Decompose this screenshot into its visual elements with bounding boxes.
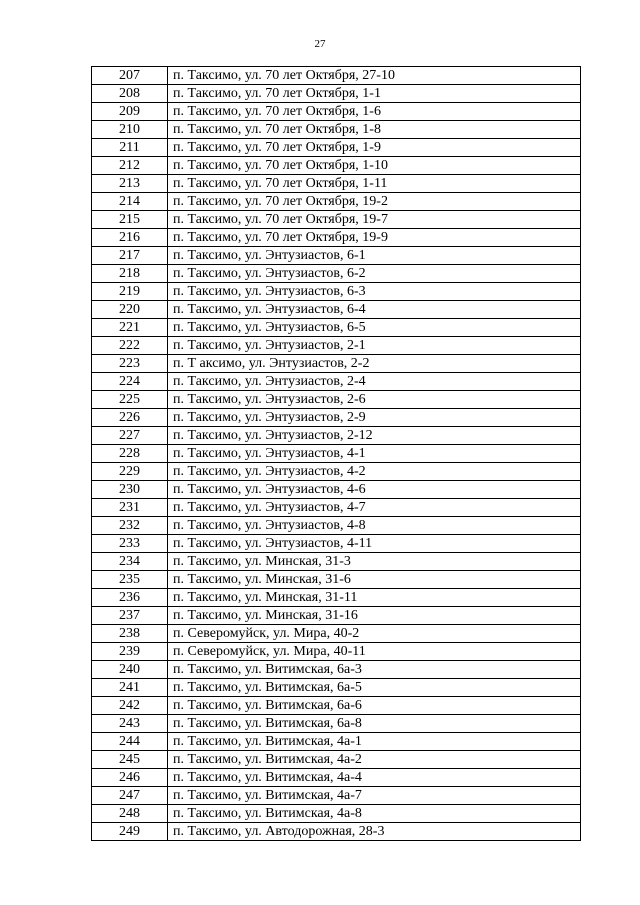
row-address: п. Таксимо, ул. Энтузиастов, 4-6 xyxy=(168,481,581,499)
row-number: 211 xyxy=(92,139,168,157)
table-row xyxy=(92,697,581,715)
table-row xyxy=(92,229,581,247)
row-number: 208 xyxy=(92,85,168,103)
table-row xyxy=(92,463,581,481)
row-number: 212 xyxy=(92,157,168,175)
row-number: 229 xyxy=(92,463,168,481)
table-body xyxy=(92,67,581,841)
row-address: п. Таксимо, ул. 70 лет Октября, 1-1 xyxy=(168,85,581,103)
row-address: п. Таксимо, ул. Энтузиастов, 2-4 xyxy=(168,373,581,391)
row-number: 222 xyxy=(92,337,168,355)
row-address: п. Таксимо, ул. Энтузиастов, 6-5 xyxy=(168,319,581,337)
table-row xyxy=(92,679,581,697)
row-address: п. Таксимо, ул. Минская, 31-3 xyxy=(168,553,581,571)
row-address: п. Таксимо, ул. Витимская, 4а-1 xyxy=(168,733,581,751)
table-row xyxy=(92,589,581,607)
table-row xyxy=(92,211,581,229)
table-row xyxy=(92,139,581,157)
row-number: 238 xyxy=(92,625,168,643)
table-row xyxy=(92,121,581,139)
row-address: п. Таксимо, ул. Энтузиастов, 6-3 xyxy=(168,283,581,301)
row-address: п. Т аксимо, ул. Энтузиастов, 2-2 xyxy=(168,355,581,373)
table-row xyxy=(92,481,581,499)
table-row xyxy=(92,625,581,643)
row-address: п. Таксимо, ул. 70 лет Октября, 19-2 xyxy=(168,193,581,211)
table-row xyxy=(92,175,581,193)
row-number: 240 xyxy=(92,661,168,679)
table-row xyxy=(92,517,581,535)
table-row xyxy=(92,85,581,103)
row-number: 236 xyxy=(92,589,168,607)
row-address: п. Таксимо, ул. 70 лет Октября, 27-10 xyxy=(168,67,581,85)
row-number: 249 xyxy=(92,823,168,841)
row-number: 217 xyxy=(92,247,168,265)
row-number: 223 xyxy=(92,355,168,373)
row-number: 241 xyxy=(92,679,168,697)
address-table xyxy=(91,66,581,841)
row-address: п. Таксимо, ул. Энтузиастов, 2-9 xyxy=(168,409,581,427)
row-number: 218 xyxy=(92,265,168,283)
row-address: п. Таксимо, ул. Минская, 31-6 xyxy=(168,571,581,589)
table-row xyxy=(92,733,581,751)
row-address: п. Таксимо, ул. 70 лет Октября, 1-11 xyxy=(168,175,581,193)
table-row xyxy=(92,751,581,769)
row-number: 239 xyxy=(92,643,168,661)
row-address: п. Таксимо, ул. Энтузиастов, 6-1 xyxy=(168,247,581,265)
row-number: 224 xyxy=(92,373,168,391)
row-address: п. Таксимо, ул. 70 лет Октября, 1-9 xyxy=(168,139,581,157)
row-address: п. Северомуйск, ул. Мира, 40-2 xyxy=(168,625,581,643)
row-address: п. Таксимо, ул. Витимская, 6а-3 xyxy=(168,661,581,679)
table-row xyxy=(92,301,581,319)
row-number: 209 xyxy=(92,103,168,121)
row-address: п. Таксимо, ул. Витимская, 6а-6 xyxy=(168,697,581,715)
row-address: п. Таксимо, ул. Энтузиастов, 6-4 xyxy=(168,301,581,319)
row-number: 220 xyxy=(92,301,168,319)
row-number: 244 xyxy=(92,733,168,751)
row-number: 237 xyxy=(92,607,168,625)
table-row xyxy=(92,391,581,409)
row-number: 214 xyxy=(92,193,168,211)
row-address: п. Таксимо, ул. 70 лет Октября, 1-6 xyxy=(168,103,581,121)
row-number: 230 xyxy=(92,481,168,499)
table-row xyxy=(92,499,581,517)
table-row xyxy=(92,571,581,589)
row-number: 226 xyxy=(92,409,168,427)
table-row xyxy=(92,157,581,175)
row-number: 235 xyxy=(92,571,168,589)
table-row xyxy=(92,373,581,391)
table-row xyxy=(92,355,581,373)
row-number: 210 xyxy=(92,121,168,139)
table-row xyxy=(92,769,581,787)
table-row xyxy=(92,247,581,265)
table-row xyxy=(92,787,581,805)
row-address: п. Таксимо, ул. 70 лет Октября, 19-7 xyxy=(168,211,581,229)
row-number: 219 xyxy=(92,283,168,301)
row-address: п. Таксимо, ул. Энтузиастов, 4-7 xyxy=(168,499,581,517)
row-address: п. Таксимо, ул. Энтузиастов, 4-11 xyxy=(168,535,581,553)
row-number: 243 xyxy=(92,715,168,733)
row-address: п. Таксимо, ул. Автодорожная, 28-3 xyxy=(168,823,581,841)
table-row xyxy=(92,553,581,571)
row-address: п. Таксимо, ул. Витимская, 6а-8 xyxy=(168,715,581,733)
row-address: п. Таксимо, ул. 70 лет Октября, 19-9 xyxy=(168,229,581,247)
row-number: 247 xyxy=(92,787,168,805)
row-address: п. Таксимо, ул. Витимская, 4а-8 xyxy=(168,805,581,823)
row-number: 246 xyxy=(92,769,168,787)
table-row xyxy=(92,67,581,85)
table-row xyxy=(92,643,581,661)
row-number: 221 xyxy=(92,319,168,337)
row-number: 216 xyxy=(92,229,168,247)
row-address: п. Таксимо, ул. Энтузиастов, 2-12 xyxy=(168,427,581,445)
row-address: п. Таксимо, ул. 70 лет Октября, 1-8 xyxy=(168,121,581,139)
page-number: 27 xyxy=(314,38,326,50)
table-row xyxy=(92,661,581,679)
table-row xyxy=(92,409,581,427)
row-number: 225 xyxy=(92,391,168,409)
row-number: 245 xyxy=(92,751,168,769)
table-row xyxy=(92,265,581,283)
row-address: п. Таксимо, ул. Витимская, 4а-7 xyxy=(168,787,581,805)
row-address: п. Таксимо, ул. Энтузиастов, 6-2 xyxy=(168,265,581,283)
row-address: п. Таксимо, ул. Энтузиастов, 4-1 xyxy=(168,445,581,463)
row-number: 232 xyxy=(92,517,168,535)
table-row xyxy=(92,283,581,301)
row-address: п. Таксимо, ул. Минская, 31-11 xyxy=(168,589,581,607)
row-address: п. Таксимо, ул. Витимская, 4а-4 xyxy=(168,769,581,787)
row-address: п. Таксимо, ул. Энтузиастов, 4-2 xyxy=(168,463,581,481)
table-row xyxy=(92,607,581,625)
table-row xyxy=(92,715,581,733)
row-number: 227 xyxy=(92,427,168,445)
row-number: 207 xyxy=(92,67,168,85)
row-address: п. Таксимо, ул. Минская, 31-16 xyxy=(168,607,581,625)
table-row xyxy=(92,193,581,211)
row-number: 228 xyxy=(92,445,168,463)
table-row xyxy=(92,103,581,121)
table-row xyxy=(92,337,581,355)
table-row xyxy=(92,427,581,445)
row-address: п. Таксимо, ул. 70 лет Октября, 1-10 xyxy=(168,157,581,175)
row-address: п. Таксимо, ул. Энтузиастов, 2-6 xyxy=(168,391,581,409)
table-row xyxy=(92,805,581,823)
table-row xyxy=(92,535,581,553)
row-number: 248 xyxy=(92,805,168,823)
row-address: п. Таксимо, ул. Энтузиастов, 2-1 xyxy=(168,337,581,355)
table-row xyxy=(92,823,581,841)
row-number: 233 xyxy=(92,535,168,553)
row-number: 234 xyxy=(92,553,168,571)
row-address: п. Таксимо, ул. Витимская, 4а-2 xyxy=(168,751,581,769)
row-number: 215 xyxy=(92,211,168,229)
table-row xyxy=(92,319,581,337)
row-address: п. Таксимо, ул. Витимская, 6а-5 xyxy=(168,679,581,697)
row-number: 242 xyxy=(92,697,168,715)
row-address: п. Таксимо, ул. Энтузиастов, 4-8 xyxy=(168,517,581,535)
row-number: 213 xyxy=(92,175,168,193)
table-row xyxy=(92,445,581,463)
row-number: 231 xyxy=(92,499,168,517)
row-address: п. Северомуйск, ул. Мира, 40-11 xyxy=(168,643,581,661)
